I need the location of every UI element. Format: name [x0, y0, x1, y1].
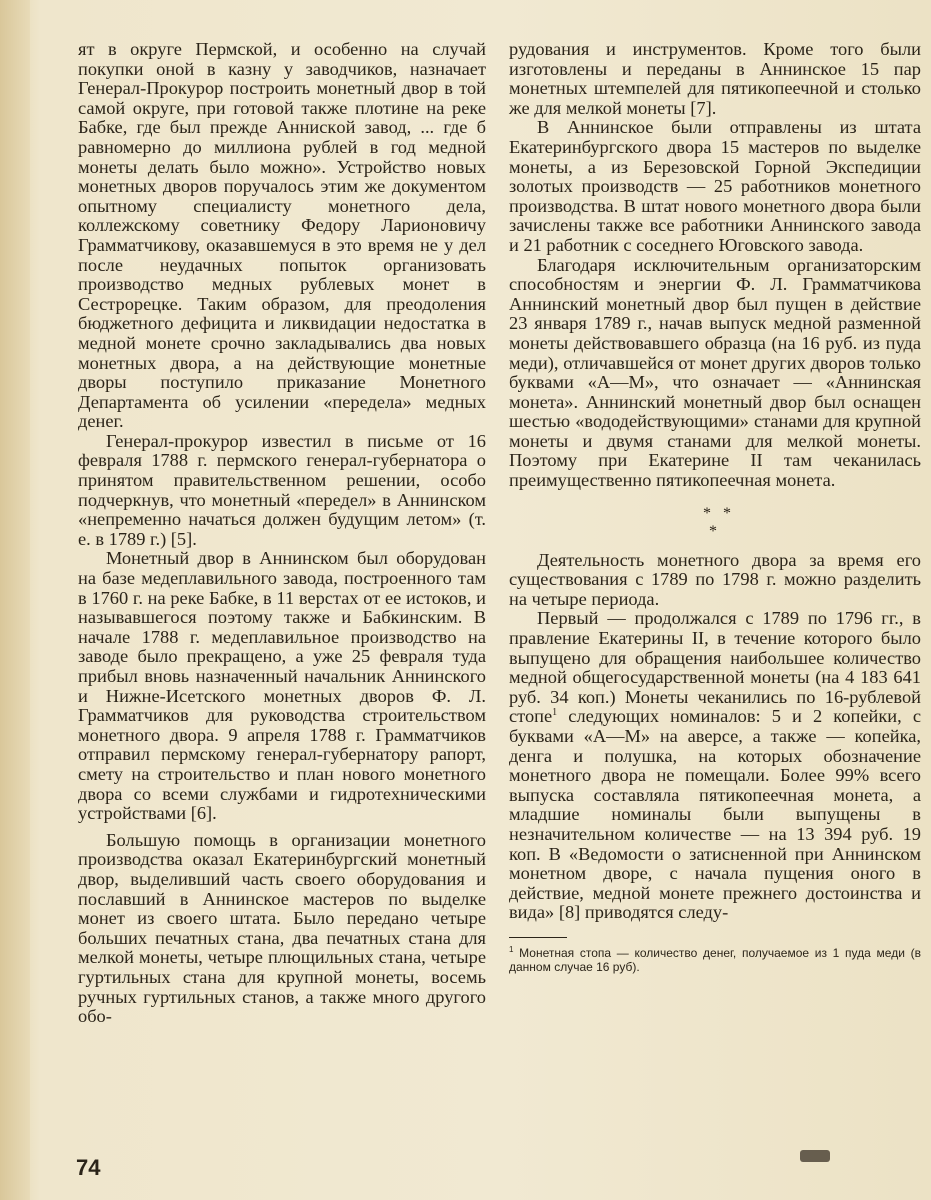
- paragraph: Деятельность монетного двора за время его существования с 1789 по 1798 г. можно разделить на четыре периода.: [509, 549, 921, 609]
- printer-mark: [800, 1150, 830, 1162]
- footnote-text: Монетная стопа — количество денег, получаемое из 1 пуда меди (в данном случае 16 руб).: [509, 945, 921, 974]
- section-separator: [509, 505, 921, 541]
- paragraph-text: следующих номиналов: 5 и 2 копейки, с буквами «А—М» на аверсе, а также — копейка, денга и полушка, на которых обозначение монетного двора не помещали. Более 99% всего выпуска составляла пятикопеечная монета, а младшие номиналы были выпущены в незначительном количестве — на 13 394 руб. 19 коп. В «Ведомости о затисненной при Аннинском монетном дворе, с начала пущения оного в действие, медной монете прежнего достоинства и вида» [8] приводятся следу-: [509, 706, 921, 923]
- paragraph-text: Первый — продолжался с 1789 по 1796 гг., в правление Екатерины II, в течение которого было выпущено для обращения наибольшее количество медной общегосударственной монеты (на 4 183 641 руб. 34 коп.) Монеты чеканились по 16-рублевой стопе: [509, 608, 921, 727]
- paragraph: В Аннинское были отправлены из штата Екатеринбургского двора 15 мастеров по выделке монеты, а из Березовской Горной Экспедиции золотых производств — 25 работников монетного производства. В штат нового монетного двора были зачислены также все работники Аннинского завода и 21 работник с соседнего Юговского завода.: [509, 117, 921, 255]
- footnote-marker: 1: [509, 944, 514, 954]
- footnote-rule: [509, 937, 567, 938]
- paragraph: Монетный двор в Аннинском был оборудован на базе медеплавильного завода, построенного там в 1760 г. на реке Бабке, в 11 верстах от ее истоков, и называвшегося поэтому также и Бабкинским. В начале 1788 г. медеплавильное производство на заводе было прекращено, а уже 25 февраля туда прибыл вновь назначенный начальник Аннинского и Нижне-Исетского монетных дворов Ф. Л. Грамматчиков для руководства строительством монетного двора. 9 апреля 1788 г. Грамматчиков отправил пермскому генерал-губернатору рапорт, смету на строительство и план нового монетного двора со всеми службами и гидротехническими устройствами [6].: [78, 548, 486, 824]
- paragraph: Генерал-прокурор известил в письме от 16 февраля 1788 г. пермского генерал-губернатора о принятом правительственном решении, особо подчеркнув, что монетный «передел» в Аннинском «непременно начаться должен будущим летом» (т. е. в 1789 г.) [5].: [78, 430, 486, 549]
- page-edge: [0, 0, 30, 1200]
- page-number: 74: [76, 1155, 101, 1180]
- separator-stars-top: * *: [703, 504, 735, 522]
- paragraph: Большую помощь в организации монетного производства оказал Екатеринбургский монетный двор, выделивший часть своего оборудования и пославший в Аннинское мастеров по выделке монет из своего штата. Было передано четыре больших печатных стана, два печатных стана для мелкой монеты, четыре плющильных стана, четыре гуртильных стана для крупной монеты, восемь ручных гуртильных станов, а также много другого обо-: [78, 829, 486, 1027]
- left-column: [78, 40, 486, 1027]
- footnote-ref: 1: [552, 707, 558, 719]
- paragraph: [509, 609, 921, 923]
- right-column: [509, 40, 921, 974]
- paragraph: рудования и инструментов. Кроме того были изготовлены и переданы в Аннинское 15 пар монетных штемпелей для пятикопеечной и столько же для мелкой монеты [7].: [509, 39, 921, 118]
- paragraph: ят в округе Пермской, и особенно на случай покупки оной в казну у заводчиков, назначает Генерал-Прокурор построить монетный двор в той самой округе, при готовой также плотине на реке Бабке, где был прежде Аннискoй завод, ... где б равномерно до миллиона рублей в год медной монеты делать было можно». Устройство новых монетных дворов поручалось этим же документом опытному специалисту монетного дела, коллежскому советнику Федору Ларионовичу Грамматчикову, оказавшемуся в это время не у дел после неудачных попыток организовать производство медных рублевых монет в Сестрорецке. Таким образом, для преодоления бюджетного дефицита и ликвидации недостатка в медной монете срочно закладывались два новых монетных двора, а на действующие монетные дворы поступило приказание Монетного Департамента об усилении «передела» медных денег.: [78, 39, 486, 432]
- separator-stars-bottom: *: [709, 522, 721, 540]
- footnote: [509, 946, 921, 974]
- paragraph: Благодаря исключительным организаторским способностям и энергии Ф. Л. Грамматчикова Аннинский монетный двор был пущен в действие 23 января 1789 г., начав выпуск медной разменной монеты действовавшего образца (на 16 руб. из пуда меди), отличавшейся от монет других дворов только буквами «А—М», что означает — «Аннинская монета». Аннинский монетный двор был оснащен шестью «вододействующими» станами для крупной монеты и двумя станами для мелкой монеты. Поэтому при Екатерине II там чеканилась преимущественно пятикопеечная монета.: [509, 254, 921, 491]
